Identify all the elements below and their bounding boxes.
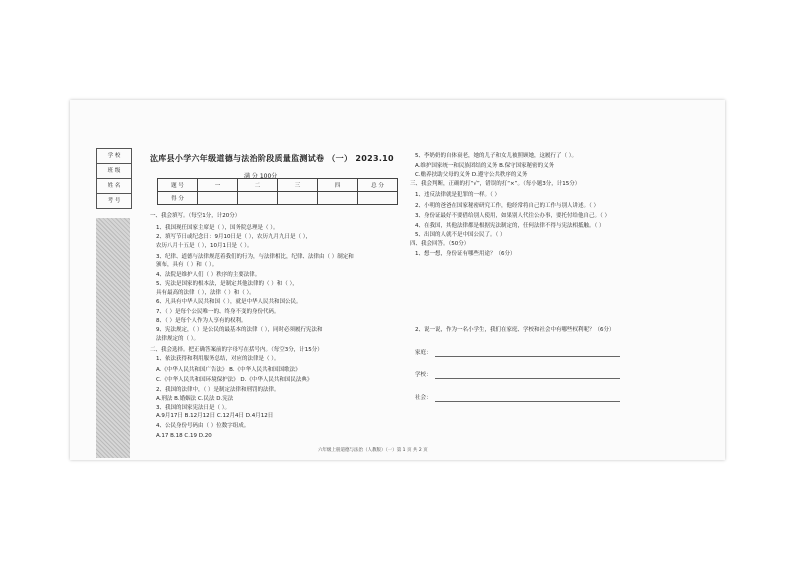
- question-line: 一、我会填写。（每空1分，计20分）: [150, 213, 241, 219]
- question-line: 4、公民身份号码由（ ）位数字组成。: [156, 423, 250, 429]
- question-line: 颁布，具有（ ）和（ ）。: [156, 262, 218, 268]
- score-cell: 三: [278, 179, 318, 192]
- score-cell: 总 分: [358, 179, 398, 192]
- answer-line-society: [435, 401, 620, 402]
- question-line: A.17 B.18 C.19 D.20: [156, 433, 212, 439]
- info-label: 姓 名: [97, 179, 131, 194]
- score-table: [157, 178, 398, 205]
- question-line: 农历八月十五是（ ），10月1日是（ ）。: [156, 243, 253, 249]
- question-line: 3、身份证最好不要借给别人使用，如果别人代往公办事，要托付给他自己。（ ）: [415, 213, 611, 219]
- question-line: 具有最高的法律（ ），法律（ ）和（ ）。: [156, 290, 255, 296]
- score-cell: [278, 192, 318, 205]
- question-line: 8、（ ）是每个人作为人享有的权利。: [156, 318, 247, 324]
- question-line: 5、李奶奶的自体衰老，她的儿子和女儿被照顾她，这履行了（ ）。: [415, 153, 577, 159]
- info-label: 考 号: [107, 198, 121, 204]
- score-cell: [238, 192, 278, 205]
- question-line: 1、想一想，身份证有哪些用途？（6分）: [415, 251, 516, 257]
- answer-line-school: [435, 378, 620, 379]
- question-line: 2、小明的爸爸在国家秘密研究工作，他经常将自己的工作与别人讲述。（ ）: [415, 203, 600, 209]
- question-line: A.维护国家统一和民族团结的义务 B.保守国家秘密的义务: [415, 163, 555, 169]
- score-cell: 二: [238, 179, 278, 192]
- question-line: 4、在我国，其他法律都是根据宪法制定的，任何法律不得与宪法相抵触。（ ）: [415, 223, 605, 229]
- page-footer: 六年级上册道德与法治（人教版）（一）第 1 页 共 2 页: [318, 448, 428, 453]
- question-line: 5、宪法是国家的根本法，是制定其他法律的（ ）和（ ），: [156, 281, 298, 287]
- question-line: 2、填写节日或纪念日：9月10日是（ ），农历九月九日是（ ），: [156, 234, 311, 240]
- question-line: 1、依法获得和利用服务总结，对应的法律是（ ）。: [156, 356, 280, 362]
- question-line: 三、我会判断，正确的打“√”，错误的打“×”。（每小题3分，计15分）: [410, 181, 581, 187]
- score-cell: 四: [318, 179, 358, 192]
- question-line: 1、违反法律就是犯罪的一样。（ ）: [415, 192, 500, 198]
- question-line: 3、纪律、道德与法律规范着我们的行为，与法律相比，纪律、法律由（ ）制定和: [156, 254, 354, 260]
- binding-strip: [96, 218, 130, 458]
- score-cell: 得 分: [158, 192, 198, 205]
- question-line: A.《中华人民共和国广告法》 B.《中华人民共和国国歌法》: [156, 367, 301, 373]
- question-line: 法律规定的（ ）。: [156, 336, 199, 342]
- full-score: 满 分 100分: [244, 173, 278, 180]
- question-line: A.刑法 B.婚姻法 C.民法 D.宪法: [156, 396, 234, 402]
- exam-title: 汯库县小学六年级道德与法治阶段质量监测试卷 （一） 2023.10: [150, 154, 394, 163]
- question-line: 家庭：: [415, 350, 432, 356]
- question-line: 四、我会回答。（50分）: [410, 241, 470, 247]
- score-cell: [318, 192, 358, 205]
- question-line: 3、我国的国家宪法日是（ ）。: [156, 405, 230, 411]
- question-line: 学校：: [415, 372, 432, 378]
- question-line: 9、宪法规定，（ ）是公民的最基本的法律（ ），同时必须履行宪法和: [156, 327, 323, 333]
- score-cell: 一: [198, 179, 238, 192]
- question-line: 6、凡具有中华人民共和国（ ），就是中华人民共和国公民。: [156, 299, 302, 305]
- score-cell: 题 号: [158, 179, 198, 192]
- question-line: 社会：: [415, 395, 432, 401]
- info-label: 班 级: [97, 164, 131, 179]
- question-line: C.《中华人民共和国环境保护法》 D.《中华人民共和国民法典》: [156, 377, 313, 383]
- score-cell: [198, 192, 238, 205]
- question-line: 2、我国的法律中，（ ）是制定法律和刑罚的法律。: [156, 387, 280, 393]
- question-line: 1、我国现任国家主席是（ ），国务院总理是（ ）。: [156, 225, 279, 231]
- score-cell: [358, 192, 398, 205]
- question-line: C.赡养扶助父母的义务 D.遵守公共秩序的义务: [415, 172, 528, 178]
- question-line: 5、出国的人就不是中国公民了。（ ）: [415, 232, 506, 238]
- question-line: 二、我会选择。把正确答案前的字母写在括号内。（每空3分，计15分）: [150, 347, 323, 353]
- info-label: 学 校: [97, 149, 131, 164]
- student-info-box: [96, 148, 132, 209]
- answer-line-home: [435, 356, 620, 357]
- question-line: A.9月17日 B.12月12日 C.12月4日 D.4月12日: [156, 413, 274, 419]
- question-line: 4、法院是维护人们（ ）秩序的主要法律。: [156, 272, 261, 278]
- question-line: 7、（ ）是每个公民唯一的、终身不变的身份代码。: [156, 309, 280, 315]
- question-line: 2、说一说，作为一名小学生，我们在家庭、学校和社会中有哪些权利呢？（6分）: [415, 327, 615, 333]
